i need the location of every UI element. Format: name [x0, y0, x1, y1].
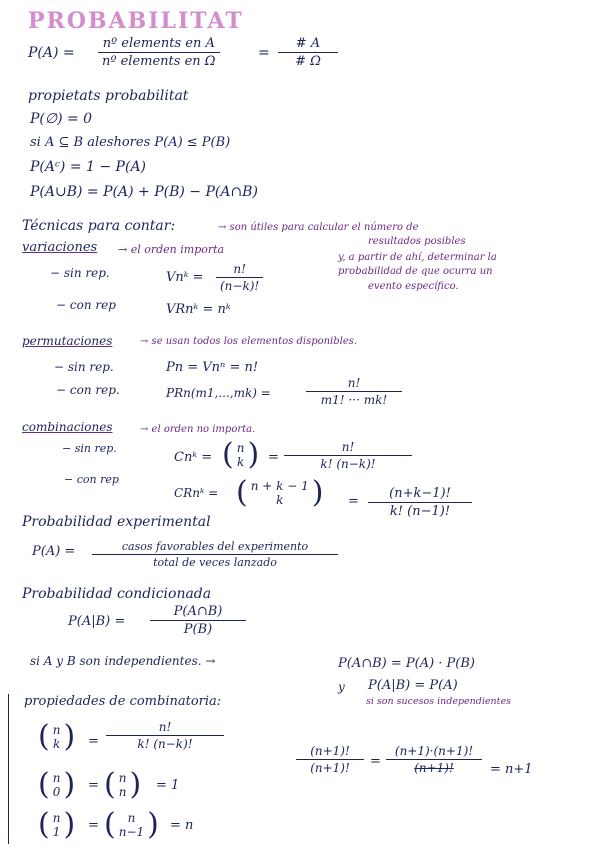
c1-den: k! (n−k)!	[137, 737, 193, 751]
cond-heading: Probabilidad condicionada	[22, 586, 212, 602]
c2-bot2: n	[118, 785, 127, 799]
combprop-2-result: = 1	[156, 778, 180, 793]
comb-con-fraction	[368, 486, 472, 519]
combprop-1-eq: =	[88, 734, 99, 749]
cond-indep-y: y	[338, 680, 345, 694]
c2-top2: n	[118, 771, 127, 785]
def-numerator-2: # A	[295, 36, 321, 51]
comb-sin-fraction	[284, 440, 412, 471]
comb-con-eq: =	[348, 494, 359, 509]
cond-indep-formula-2: P(A|B) = P(A)	[368, 678, 458, 693]
combprops-heading: propiedades de combinatoria:	[24, 694, 222, 709]
comb-con-lhs: CRnᵏ =	[174, 486, 219, 500]
perm-con-label: − con rep.	[56, 383, 120, 397]
combprop-3-result: = n	[170, 818, 194, 833]
comb-sin-binom: ( n k )	[222, 437, 260, 472]
combprop-2-binom-2: ( n n )	[104, 767, 142, 802]
exp-heading: Probabilidad experimental	[22, 514, 211, 530]
var-sin-den: (n−k)!	[220, 279, 260, 293]
c2-top: n	[52, 771, 61, 785]
combprop-1-binom: ( n k )	[38, 719, 76, 754]
comb-sin-bot: k	[236, 455, 245, 469]
var-con-label: − con rep	[56, 298, 116, 312]
comb-sin-label: − sin rep.	[62, 442, 117, 455]
exp-lhs: P(A) =	[32, 544, 76, 559]
cond-indep-formula-1: P(A∩B) = P(A) · P(B)	[338, 656, 476, 671]
count-note-3: y, a partir de ahí, determinar la	[338, 252, 497, 263]
c1-num: n!	[158, 720, 172, 734]
def-denominator: nº elements en Ω	[102, 54, 216, 69]
example-fraction-2	[386, 744, 482, 775]
example-result: = n+1	[490, 762, 533, 777]
comb-con-label: − con rep	[64, 473, 119, 486]
variaciones-label: variaciones	[22, 240, 98, 255]
prop-2: si A ⊆ B aleshores P(A) ≤ P(B)	[30, 135, 231, 150]
prop-4: P(A∪B) = P(A) + P(B) − P(A∩B)	[30, 184, 258, 200]
comb-con-den: k! (n−1)!	[389, 504, 451, 519]
comb-con-top: n + k − 1	[250, 479, 309, 493]
margin-line	[8, 694, 9, 844]
c3-top: n	[52, 811, 61, 825]
exp-den: total de veces lanzado	[153, 556, 277, 569]
def-numerator: nº elements en A	[102, 36, 215, 51]
perm-con-num: n!	[347, 376, 361, 390]
count-note-4: probabilidad de que ocurra un	[338, 266, 493, 277]
c1-top: n	[52, 723, 61, 737]
comb-con-bot: k	[276, 493, 284, 507]
count-note-2: resultados posibles	[368, 236, 466, 247]
perm-con-fraction	[306, 376, 402, 407]
permutaciones-label: permutaciones	[22, 334, 113, 348]
combprop-2-eq: =	[88, 778, 99, 793]
combinaciones-label: combinaciones	[22, 420, 113, 434]
combinaciones-note: → el orden no importa.	[140, 424, 256, 435]
var-sin-lhs: Vnᵏ =	[166, 270, 204, 285]
combprop-3-eq: =	[88, 818, 99, 833]
count-heading: Técnicas para contar:	[22, 218, 176, 234]
comb-con-num: (n+k−1)!	[389, 486, 451, 501]
cond-num: P(A∩B)	[173, 604, 223, 619]
comb-sin-eq: =	[268, 450, 279, 465]
var-sin-fraction	[216, 262, 263, 293]
perm-con-lhs: PRn(m1,...,mk) =	[166, 386, 271, 400]
cond-den: P(B)	[183, 622, 213, 637]
combprop-3-binom: ( n 1 )	[38, 807, 76, 842]
count-note-1: → son útiles para calcular el número de	[218, 222, 419, 233]
count-note-5: evento específico.	[368, 281, 459, 292]
def-eq: =	[258, 45, 270, 61]
variaciones-note: → el orden importa	[118, 243, 225, 256]
combprop-3-binom-2: ( n n−1 )	[104, 807, 159, 842]
comb-con-binom: ( n + k − 1 k )	[236, 475, 324, 510]
var-sin-num: n!	[233, 262, 246, 276]
combprop-1-fraction	[106, 720, 224, 751]
ex-num2: (n+1)·(n+1)!	[394, 744, 474, 758]
comb-sin-top: n	[236, 441, 245, 455]
perm-con-den: m1! ··· mk!	[320, 393, 388, 407]
var-con-formula: VRnᵏ = nᵏ	[166, 302, 231, 317]
ex-den: (n+1)!	[310, 761, 350, 775]
cond-fraction	[150, 604, 246, 637]
permutaciones-note: → se usan todos los elementos disponibles.	[140, 336, 358, 347]
cond-indep-text: si A y B son independientes. →	[30, 654, 216, 668]
prop-1: P(∅) = 0	[30, 111, 93, 127]
def-fraction	[98, 36, 220, 69]
cond-indep-note: si son sucesos independientes	[366, 696, 511, 707]
c2-bot: 0	[52, 785, 61, 799]
c1-bot: k	[52, 737, 61, 751]
props-heading: propietats probabilitat	[28, 88, 189, 104]
ex-num: (n+1)!	[310, 744, 350, 758]
comb-sin-num: n!	[341, 440, 355, 454]
ex-den2: (n+1)!	[414, 761, 454, 775]
exp-fraction	[92, 540, 338, 569]
combprop-2-binom: ( n 0 )	[38, 767, 76, 802]
example-fraction-1	[296, 744, 364, 775]
def-denominator-2: # Ω	[295, 54, 321, 69]
comb-sin-den: k! (n−k)!	[320, 457, 376, 471]
exp-num: casos favorables del experimento	[121, 540, 309, 553]
comb-sin-lhs: Cnᵏ =	[174, 450, 213, 465]
c3-top2: n	[127, 811, 136, 825]
c3-bot2: n−1	[118, 825, 145, 839]
example-eq: =	[370, 754, 381, 769]
def-lhs: P(A) =	[28, 45, 75, 61]
cond-lhs: P(A|B) =	[68, 614, 126, 629]
prop-3: P(Aᶜ) = 1 − P(A)	[30, 159, 147, 175]
perm-sin-label: − sin rep.	[54, 360, 114, 374]
perm-sin-formula: Pn = Vnⁿ = n!	[166, 360, 259, 375]
c3-bot: 1	[52, 825, 61, 839]
page-title: PROBABILITAT	[28, 8, 244, 34]
def-fraction-2	[278, 36, 338, 69]
var-sin-label: − sin rep.	[50, 266, 110, 280]
